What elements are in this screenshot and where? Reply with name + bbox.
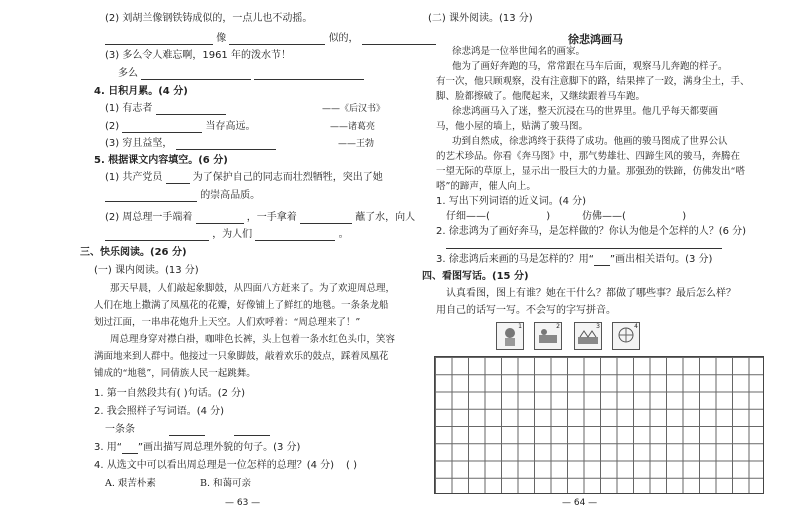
q5-2-line2 (105, 229, 349, 241)
pattern-word: 像 (216, 33, 227, 44)
story-title: 徐悲鸿画马 (568, 33, 623, 46)
section4-heading: 四、看图写话。(15 分) (422, 271, 529, 282)
passage-line: 人们在地上撒满了凤凰花的花瓣，好像铺上了鲜红的地毯。一条条龙船 (94, 300, 389, 311)
reading-q4-answer-paren[interactable]: ( ) (346, 460, 357, 471)
blank[interactable] (169, 425, 205, 436)
answer-line[interactable] (446, 248, 722, 249)
example-word: 一条条 (105, 424, 135, 435)
q4-2-prefix: (2) (105, 121, 120, 132)
story-picture-1 (496, 322, 524, 350)
story-picture-2 (534, 322, 562, 350)
extra-q1-b (582, 211, 686, 223)
blank[interactable] (156, 104, 226, 115)
blank[interactable] (234, 425, 270, 436)
q4-1-text: (1) 有志者 (105, 103, 153, 114)
blank[interactable] (122, 122, 202, 133)
q5-heading: 5. 根据课文内容填空。(6 分) (94, 155, 228, 166)
section3-1-heading: (一) 课内阅读。(13 分) (94, 265, 199, 276)
section3-heading: 三、快乐阅读。(26 分) (80, 247, 187, 258)
q4-2-text: 当存高远。 (205, 121, 256, 132)
blank[interactable] (176, 139, 276, 150)
extra-q3-text: ”画出相关语句。(3 分) (609, 254, 713, 265)
q5-1-line2 (105, 190, 260, 202)
q5-2-text: 。 (338, 229, 349, 240)
word-pair: 仔细——( (446, 211, 490, 222)
story-line: 嗒”的蹄声，催人向上。 (436, 181, 536, 192)
blank[interactable] (105, 34, 213, 45)
q5-2-text: ，一手拿着 (246, 212, 297, 223)
reading-q2: 2. 我会照样子写词语。(4 分) (94, 406, 225, 417)
q4-3-text: (3) 穷且益坚， (105, 138, 173, 149)
blank[interactable] (166, 173, 190, 184)
q5-2-text: ，为人们 (212, 229, 253, 240)
extra-q3-text: 3. 徐悲鸿后来画的马是怎样的？用“ (436, 254, 594, 265)
passage-line: 周总理身穿对襟白褂，咖啡色长裤，头上包着一条水红色头巾，笑容 (110, 334, 396, 345)
story-line: 功到自然成，徐悲鸿终于获得了成功。他画的骏马图成了世界公认 (452, 136, 728, 147)
paren-close: ) (546, 211, 551, 222)
reading-q3-text: ”画出描写周总理外貌的句子。(3 分) (137, 442, 301, 453)
q3-3-answer-line (118, 68, 364, 80)
extra-q1: 1. 写出下列词语的近义词。(4 分) (436, 196, 587, 207)
q3-2-sentence: (2) 刘胡兰像钢铁铸成似的，一点儿也不动摇。 (105, 13, 313, 24)
option-a[interactable]: A. 艰苦朴素 (105, 478, 156, 489)
word-pair: 仿佛——( (582, 211, 626, 222)
passage-line: 铺成的“地毯”，同倩族人民一起跳舞。 (94, 368, 256, 379)
option-b[interactable]: B. 和蔼可亲 (200, 478, 252, 489)
blank[interactable] (300, 213, 352, 224)
writing-instruction: 认真看图，图上有谁？她在干什么？都做了哪些事？最后怎么样？ (446, 288, 736, 299)
blank[interactable] (196, 213, 244, 224)
passage-line: 那天早晨，人们敲起象脚鼓，从四面八方赶来了。为了欢迎周总理， (110, 283, 396, 294)
story-line: 徐悲鸿是一位举世闻名的画家。 (452, 46, 586, 57)
picture-number: 4 (634, 323, 638, 330)
passage-line: 满面地来到人群中。他接过一只象脚鼓，敲着欢乐的鼓点，踩着凤凰花 (94, 351, 389, 362)
q5-1-text: (1) 共产党员 (105, 172, 163, 183)
pattern-word: 多么 (118, 68, 138, 79)
q4-2 (105, 121, 256, 133)
writing-grid[interactable] (434, 356, 764, 494)
q4-2-source: ——诸葛亮 (330, 122, 376, 132)
q4-1-source: ——《后汉书》 (322, 104, 386, 114)
q4-heading: 4. 日积月累。(4 分) (94, 86, 188, 97)
story-line: 的艺术珍品。你看《奔马图》中，那气势雄壮、四蹄生风的骏马，奔腾在 (436, 151, 741, 162)
right-page (400, 0, 800, 513)
story-line: 徐悲鸿画马入了迷，整天沉浸在马的世界里。他几乎每天都要画 (452, 106, 719, 117)
blank[interactable] (105, 191, 197, 202)
blank[interactable] (105, 230, 209, 241)
story-line: 有一次，他只顾观察，没有注意脚下的路，结果摔了一跤，满身尘土，手、 (436, 76, 750, 87)
blank[interactable] (141, 69, 251, 80)
q4-3 (105, 138, 276, 150)
extra-q1-a (446, 211, 550, 223)
reading-q4: 4. 从选文中可以看出周总理是一位怎样的总理？(4 分) (94, 460, 335, 471)
blank[interactable] (255, 230, 335, 241)
story-picture-4 (612, 322, 640, 350)
pattern-word: 似的， (328, 33, 359, 44)
q4-3-source: ——王勃 (338, 139, 375, 149)
q5-1-text: 的崇高品质。 (200, 190, 261, 201)
story-line: 脚、脸都擦破了。他爬起来，又继续跟着马车跑。 (436, 91, 646, 102)
story-line: 马，他小屋的墙上，贴满了骏马图。 (436, 121, 589, 132)
q3-2-answer-line (105, 33, 436, 45)
q5-2-text: (2) 周总理一手端着 (105, 212, 193, 223)
picture-number: 3 (596, 323, 600, 330)
picture-number: 1 (518, 323, 522, 330)
story-line: 一望无际的草原上，显示出一股巨大的力量。那强劲的铁蹄，仿佛发出“嗒 (436, 166, 745, 177)
reading-q1: 1. 第一自然段共有( )句话。(2 分) (94, 388, 246, 399)
passage-line: 划过江面，一串串花炮升上天空。人们欢呼着：“周总理来了！” (94, 317, 361, 328)
underline-mark (594, 255, 610, 266)
q4-1 (105, 103, 226, 115)
q5-1-text: 为了保护自己的同志而壮烈牺牲，突出了她 (192, 172, 383, 183)
paren-close: ) (682, 211, 687, 222)
picture-number: 2 (556, 323, 560, 330)
page-number-63: — 63 — (225, 498, 261, 508)
underline-mark (122, 443, 138, 454)
extra-q3 (436, 254, 712, 266)
q5-2-text: 蘸了水，向人 (355, 212, 416, 223)
reading-q3-text: 3. 用“ (94, 442, 122, 453)
story-line: 他为了画好奔跑的马，常常跟在马车后面，观察马儿奔跑的样子。 (452, 61, 728, 72)
blank[interactable] (229, 34, 325, 45)
page-number-64: — 64 — (562, 498, 598, 508)
blank[interactable] (254, 69, 364, 80)
q3-3-sentence: (3) 多么令人难忘啊，1961 年的泼水节！ (105, 50, 291, 61)
writing-instruction-2: 用自己的话写一写。不会写的字写拼音。 (436, 305, 616, 316)
story-picture-3 (574, 322, 602, 350)
section2-heading: (二) 课外阅读。(13 分) (428, 13, 533, 24)
extra-q2: 2. 徐悲鸿为了画好奔马，是怎样做的？你认为他是个怎样的人？(6 分) (436, 226, 747, 237)
reading-q3 (94, 442, 300, 454)
q5-1-line1 (105, 172, 383, 184)
q5-2-line1 (105, 212, 415, 224)
reading-q2-answer (105, 424, 270, 436)
